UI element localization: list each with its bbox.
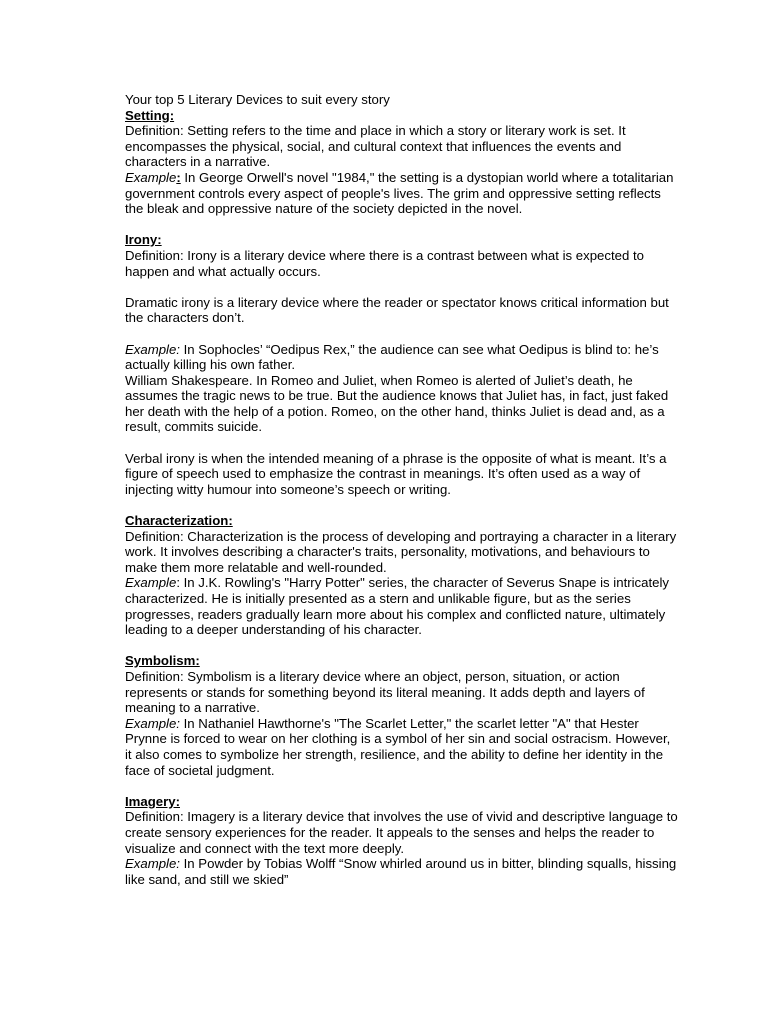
irony-dramatic: Dramatic irony is a literary device where the reader or spectator knows critical information but the characters don’t. (125, 294, 669, 326)
irony-definition: Definition: Irony is a literary device where there is a contrast between what is expected to happen and what actually occurs. (125, 247, 644, 279)
setting-definition: Definition: Setting refers to the time and place in which a story or literary work is set. It encompasses the physical, social, and cultural context that influences the events and characters in a narrative. (125, 123, 626, 170)
irony-example-text: In Sophocles’ “Oedipus Rex,” the audience can see what Oedipus is blind to: he’s actually killing his own father. (125, 341, 659, 373)
irony-verbal: Verbal irony is when the intended meaning of a phrase is the opposite of what is meant. It’s a figure of speech used to emphasize the contrast in meanings. It’s often used as a way of injecting witty humour into someone’s speech or writing. (125, 450, 667, 497)
setting-heading: Setting: (125, 107, 175, 123)
setting-example (125, 170, 680, 217)
irony-example-label: Example: (125, 341, 180, 357)
symbolism-definition: Definition: Symbolism is a literary device where an object, person, situation, or action represents or stands for something beyond its literal meaning. It adds depth and layers of meaning to a narrative. (125, 668, 645, 716)
document-title: Your top 5 Literary Devices to suit every story (125, 92, 390, 107)
irony-heading: Irony: (125, 232, 162, 248)
imagery-heading: Imagery: (125, 793, 180, 809)
setting-example-label: Example (125, 169, 177, 185)
imagery-definition: Definition: Imagery is a literary device that involves the use of vivid and descriptive language to create sensory experiences for the reader. It appeals to the senses and helps the reader to visualize and connect with the text more deeply. (125, 809, 678, 856)
irony-example (125, 342, 680, 373)
imagery-example-label: Example: (125, 856, 180, 872)
imagery-example (125, 856, 680, 887)
symbolism-example-label: Example: (125, 715, 180, 731)
symbolism-example-text: In Nathaniel Hawthorne's "The Scarlet Letter," the scarlet letter "A" that Hester Prynne is forced to wear on her clothing is a symbol of her sin and social ostracism. However, it also comes to symbolize her strength, resilience, and the ability to define her identity in the face of societal judgment. (125, 715, 671, 778)
setting-example-colon: : (176, 169, 181, 185)
characterization-definition: Definition: Characterization is the process of developing and portraying a character in a literary work. It involves describing a character's traits, personality, motivations, and behaviours to make them more relatable and well-rounded. (125, 528, 677, 575)
irony-shakespeare: William Shakespeare. In Romeo and Juliet, when Romeo is alerted of Juliet’s death, he assumes the tragic news to be true. But the audience knows that Juliet has, in fact, just faked her death with the help of a potion. Romeo, on the other hand, thinks Juliet is dead and, as a result, commits suicide. (125, 372, 669, 435)
characterization-example (125, 575, 680, 637)
setting-example-text: In George Orwell's novel "1984," the setting is a dystopian world where a totalitarian government controls every aspect of people's lives. The grim and oppressive setting reflects the bleak and oppressive nature of the society depicted in the novel. (125, 169, 674, 217)
document-page (125, 92, 680, 887)
symbolism-heading: Symbolism: (125, 653, 200, 669)
characterization-example-text: : In J.K. Rowling's "Harry Potter" series, the character of Severus Snape is intricately characterized. He is initially presented as a stern and unlikable figure, but as the series progresses, readers gradually learn more about his complex and conflicted nature, ultimately leading to a deeper understanding of his character. (125, 575, 670, 638)
characterization-example-label: Example (125, 575, 177, 591)
symbolism-example (125, 716, 680, 778)
characterization-heading: Characterization: (125, 513, 233, 529)
imagery-example-text: In Powder by Tobias Wolff “Snow whirled around us in bitter, blinding squalls, hissing like sand, and still we skied” (125, 856, 677, 887)
